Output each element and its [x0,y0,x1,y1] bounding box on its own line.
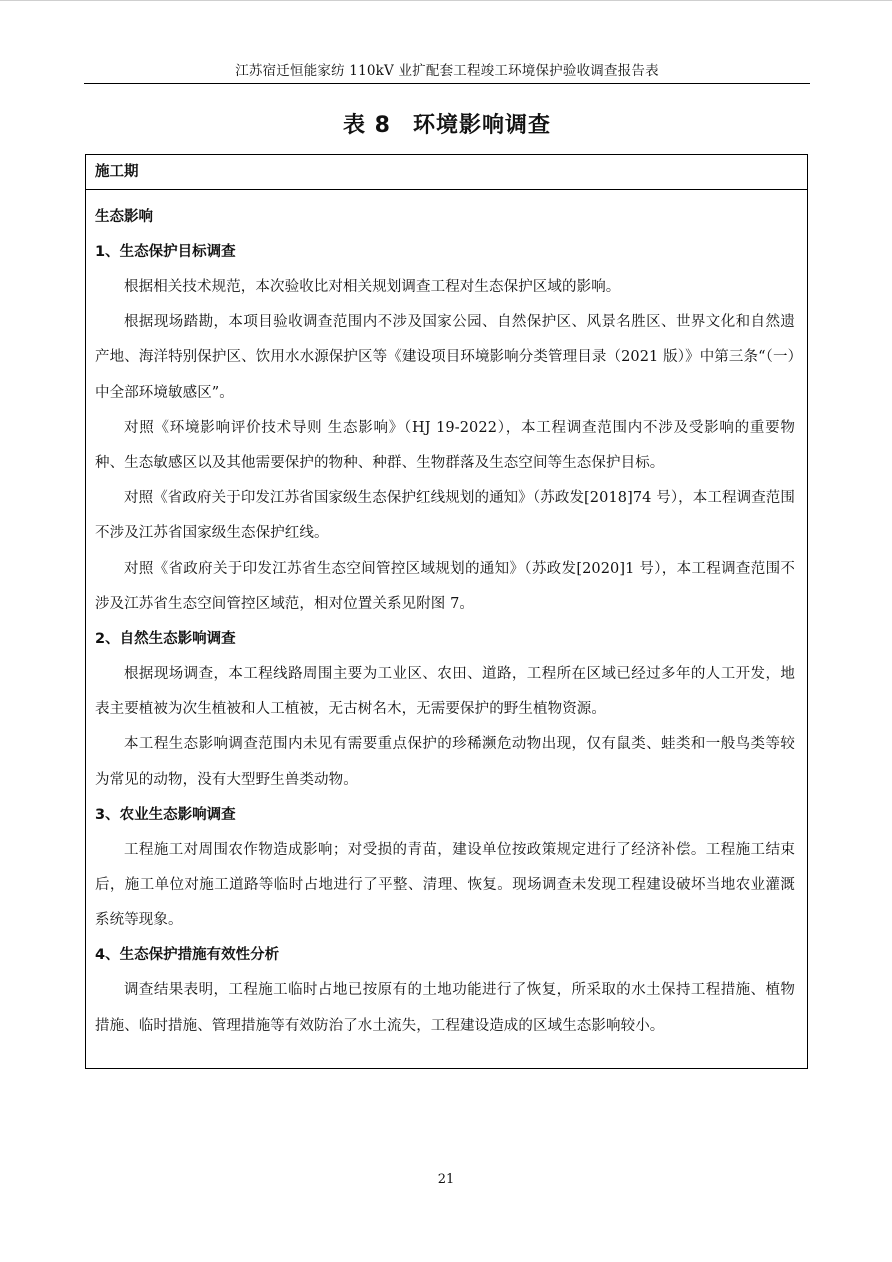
section-heading: 3、农业生态影响调查 [95,806,236,823]
paragraph: 本工程生态影响调查范围内未见有需要重点保护的珍稀濒危动物出现，仅有鼠类、蛙类和一般鸟类等较为常见的动物，没有大型野生兽类动物。 [95,736,795,788]
paragraph: 调查结果表明，工程施工临时占地已按原有的土地功能进行了恢复，所采取的水土保持工程措施、植物措施、临时措施、管理措施等有效防治了水土流失，工程建设造成的区域生态影响较小。 [95,982,795,1034]
paragraph: 根据现场踏勘，本项目验收调查范围内不涉及国家公园、自然保护区、风景名胜区、世界文化和自然遗产地、海洋特别保护区、饮用水水源保护区等《建设项目环境影响分类管理目录（2021 版）》中第三条“（一）中全部环境敏感区”。 [95,314,795,401]
section-heading: 1、生态保护目标调查 [95,244,236,260]
survey-content [86,190,807,1044]
page-title [84,108,810,144]
construction-period-row: 施工期 [86,155,807,190]
paragraph: 工程施工对周围农作物造成影响；对受损的青苗，建设单位按政策规定进行了经济补偿。工程施工结束后，施工单位对施工道路等临时占地进行了平整、清理、恢复。现场调查未发现工程建设破坏当地农业灌溉系统等现象。 [95,841,795,929]
table-number: 表 8 [343,113,391,138]
paragraph: 根据相关技术规范，本次验收比对相关规划调查工程对生态保护区域的影响。 [124,279,621,295]
table-title: 环境影响调查 [412,113,551,138]
paragraph: 根据现场调查，本工程线路周围主要为工业区、农田、道路，工程所在区域已经过多年的人工开发，地表主要植被为次生植被和人工植被，无古树名木，无需要保护的野生植物资源。 [95,666,795,718]
header-rule [84,83,810,84]
running-header: 江苏宿迁恒能家纺 110kV 业扩配套工程竣工环境保护验收调查报告表 [235,63,659,79]
section-heading: 2、自然生态影响调查 [95,631,236,648]
paragraph: 对照《环境影响评价技术导则 生态影响》（HJ 19-2022），本工程调查范围内不涉及受影响的重要物种、生态敏感区以及其他需要保护的物种、种群、生物群落及生态空间等生态保护目标。 [95,419,795,472]
page-number: 21 [437,1172,455,1187]
survey-table [85,154,808,1069]
top-edge-line [0,0,892,1]
paragraph: 对照《省政府关于印发江苏省生态空间管控区域规划的通知》（苏政发[2020]1 号），本工程调查范围不涉及江苏省生态空间管控区域范，相对位置关系见附图 7。 [95,560,795,612]
section-heading: 4、生态保护措施有效性分析 [95,947,280,964]
ecology-impact-heading: 生态影响 [95,209,153,225]
paragraph: 对照《省政府关于印发江苏省国家级生态保护红线规划的通知》（苏政发[2018]74 号），本工程调查范围不涉及江苏省国家级生态保护红线。 [95,490,795,542]
